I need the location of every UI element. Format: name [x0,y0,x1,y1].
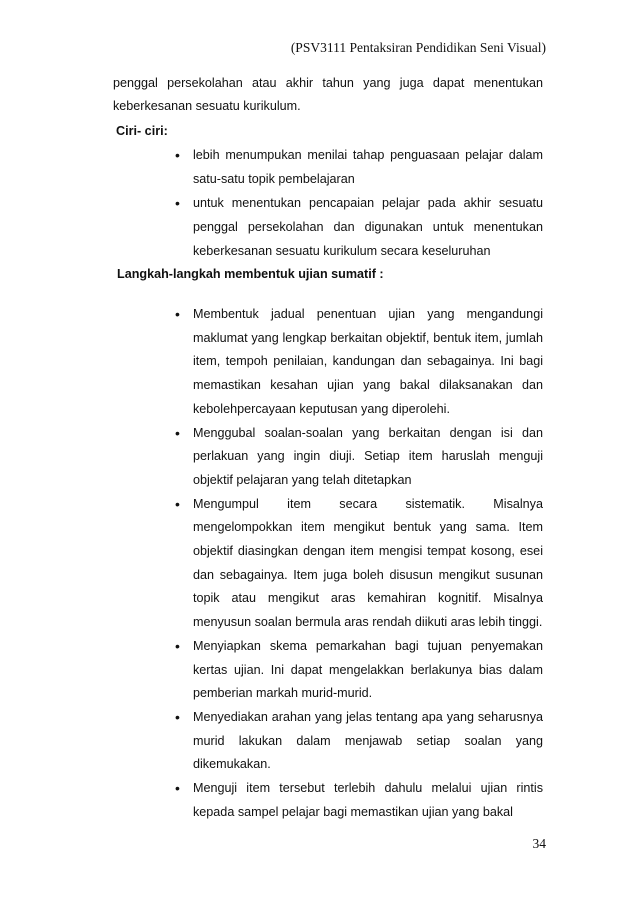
intro-line-1: penggal persekolahan atau akhir tahun yang juga dapat menentukan [113,76,543,90]
langkah-heading: Langkah-langkah membentuk ujian sumatif : [117,267,384,281]
ciri-heading: Ciri- ciri: [116,124,168,138]
langkah-item-6: • Menguji item tersebut terlebih dahulu melalui ujian rintis kepada sampel pelajar bagi memastikan ujian yang bakal [193,777,543,824]
langkah-item-4: • Menyiapkan skema pemarkahan bagi tujuan penyemakan kertas ujian. Ini dapat mengelakkan berlakunya bias dalam pemberian markah murid-murid. [193,635,543,706]
ciri-list [193,144,543,264]
ciri-item-1: • lebih menumpukan menilai tahap penguasaan pelajar dalam satu-satu topik pembelajaran [193,144,543,191]
langkah-item-1: • Membentuk jadual penentuan ujian yang mengandungi maklumat yang lengkap berkaitan objektif, bentuk item, jumlah item, tempoh penilaian, kandungan dan sebagainya. Ini bagi memastikan kesahan ujian yang bakal dilaksanakan dan kebolehpercayaan keputusan yang diperolehi. [193,303,543,422]
langkah-item-5: • Menyediakan arahan yang jelas tentang apa yang seharusnya murid lakukan dalam menjawab setiap soalan yang dikemukakan. [193,706,543,777]
page-number: 34 [532,836,546,851]
langkah-item-2: • Menggubal soalan-soalan yang berkaitan dengan isi dan perlakuan yang ingin diuji. Setiap item haruslah menguji objektif pelajaran yang telah ditetapkan [193,422,543,493]
ciri-item-2: • untuk menentukan pencapaian pelajar pada akhir sesuatu penggal persekolahan dan digunakan untuk menentukan keberkesanan sesuatu kurikulum secara keseluruhan [193,192,543,263]
langkah-list [193,303,543,824]
intro-paragraph [113,72,543,118]
intro-line-2: keberkesanan sesuatu kurikulum. [113,99,301,113]
page-header: (PSV3111 Pentaksiran Pendidikan Seni Visual) [290,40,546,55]
langkah-item-3: • Mengumpul item secara sistematik. Misalnya mengelompokkan item mengikut bentuk yang sama. Item objektif diasingkan dengan item mengisi tempat kosong, esei dan sebagainya. Item juga boleh disusun mengikut susunan topik atau mengikut aras kemahiran kognitif. Misalnya menyusun soalan bermula aras rendah diikuti aras lebih tinggi. [193,493,543,635]
